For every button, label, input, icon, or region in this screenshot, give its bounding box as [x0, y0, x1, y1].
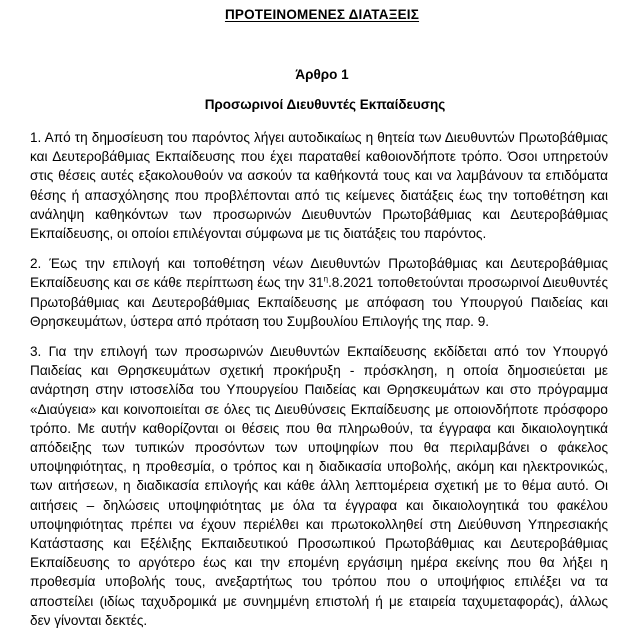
- document-heading: ΠΡΟΤΕΙΝΟΜΕΝΕΣ ΔΙΑΤΑΞΕΙΣ: [224, 7, 420, 22]
- paragraph-2-text-start: 2. Έως την επιλογή και τοποθέτηση νέων Διευθυντών Πρωτοβάθμιας και Δευτεροβάθμιας Εκπαίδευσης και σε κάθε περίπτωση έως την 31: [30, 256, 608, 291]
- paragraph-2-text-end: .8.2021 τοποθετούνται προσωρινοί Διευθυντές Πρωτοβάθμιας και Δευτεροβάθμιας Εκπαίδευσης με απόφαση του Υπουργού Παιδείας και Θρησκευμάτων, ύστερα από πρόταση του Συμβουλίου Επιλογής της παρ. 9.: [30, 275, 608, 329]
- ordinal-superscript: η: [323, 274, 329, 284]
- paragraph-2: [30, 254, 608, 331]
- article-title: Προσωρινοί Διευθυντές Εκπαίδευσης: [204, 97, 446, 112]
- paragraph-1: 1. Από τη δημοσίευση του παρόντος λήγει αυτοδικαίως η θητεία των Διευθυντών Πρωτοβάθμιας και Δευτεροβάθμιας Εκπαίδευσης που έχει παραταθεί καθοιονδήποτε τρόπο. Όσοι υπηρετούν στις θέσεις αυτές εξακολουθούν να ασκούν τα καθήκοντά τους και να λαμβάνουν τα επιδόματα θέσης ή απασχόλησης που προβλέπονται από τις κείμενες διατάξεις έως την τοποθέτηση και ανάληψη καθηκόντων των προσωρινών Διευθυντών Πρωτοβάθμιας και Δευτεροβάθμιας Εκπαίδευσης, οι οποίοι επιλέγονται σύμφωνα με τις διατάξεις του παρόντος.: [30, 130, 608, 242]
- paragraph-3: 3. Για την επιλογή των προσωρινών Διευθυντών Εκπαίδευσης εκδίδεται από τον Υπουργό Παιδείας και Θρησκευμάτων σχετική προκήρυξη - πρόσκληση, η οποία δημοσιεύεται με ανάρτηση στην ιστοσελίδα του Υπουργείου Παιδείας και Θρησκευμάτων και στο πρόγραμμα «Διαύγεια» και κοινοποιείται σε όλες τις Διευθύνσεις Εκπαίδευσης με οποιονδήποτε πρόσφορο τρόπο. Με αυτήν καθορίζονται οι θέσεις που θα πληρωθούν, τα έγγραφα και δικαιολογητικά απόδειξης των τυπικών προσόντων των υποψηφίων που θα περιλαμβάνει ο φάκελος υποψηφιότητας, η προθεσμία, ο τρόπος και η διαδικασία υποβολής, ακόμη και ηλεκτρονικώς, των αιτήσεων, η διαδικασία επιλογής και κάθε άλλη λεπτομέρεια σχετική με το θέμα αυτό. Οι αιτήσεις – δηλώσεις υποψηφιότητας με όλα τα έγγραφα και δικαιολογητικά του φακέλου υποψηφιότητας πρέπει να έχουν περιέλθει και πρωτοκολληθεί στη Διεύθυνση Υπηρεσιακής Κατάστασης και Εξέλιξης Εκπαιδευτικού Προσωπικού Πρωτοβάθμιας και Δευτεροβάθμιας Εκπαίδευσης το αργότερο έως και την επομένη εργάσιμη ημέρα εκείνης που θα λήξει η προθεσμία υποβολής τους, ανεξαρτήτως του τρόπου που ο υποψήφιος επιλέξει να τα αποστείλει (ιδίως ταχυδρομικά με συνημμένη επιστολή ή με εταιρεία ταχυμεταφοράς), άλλως δεν γίνονται δεκτές.: [30, 344, 608, 628]
- article-number: Άρθρο 1: [295, 67, 349, 82]
